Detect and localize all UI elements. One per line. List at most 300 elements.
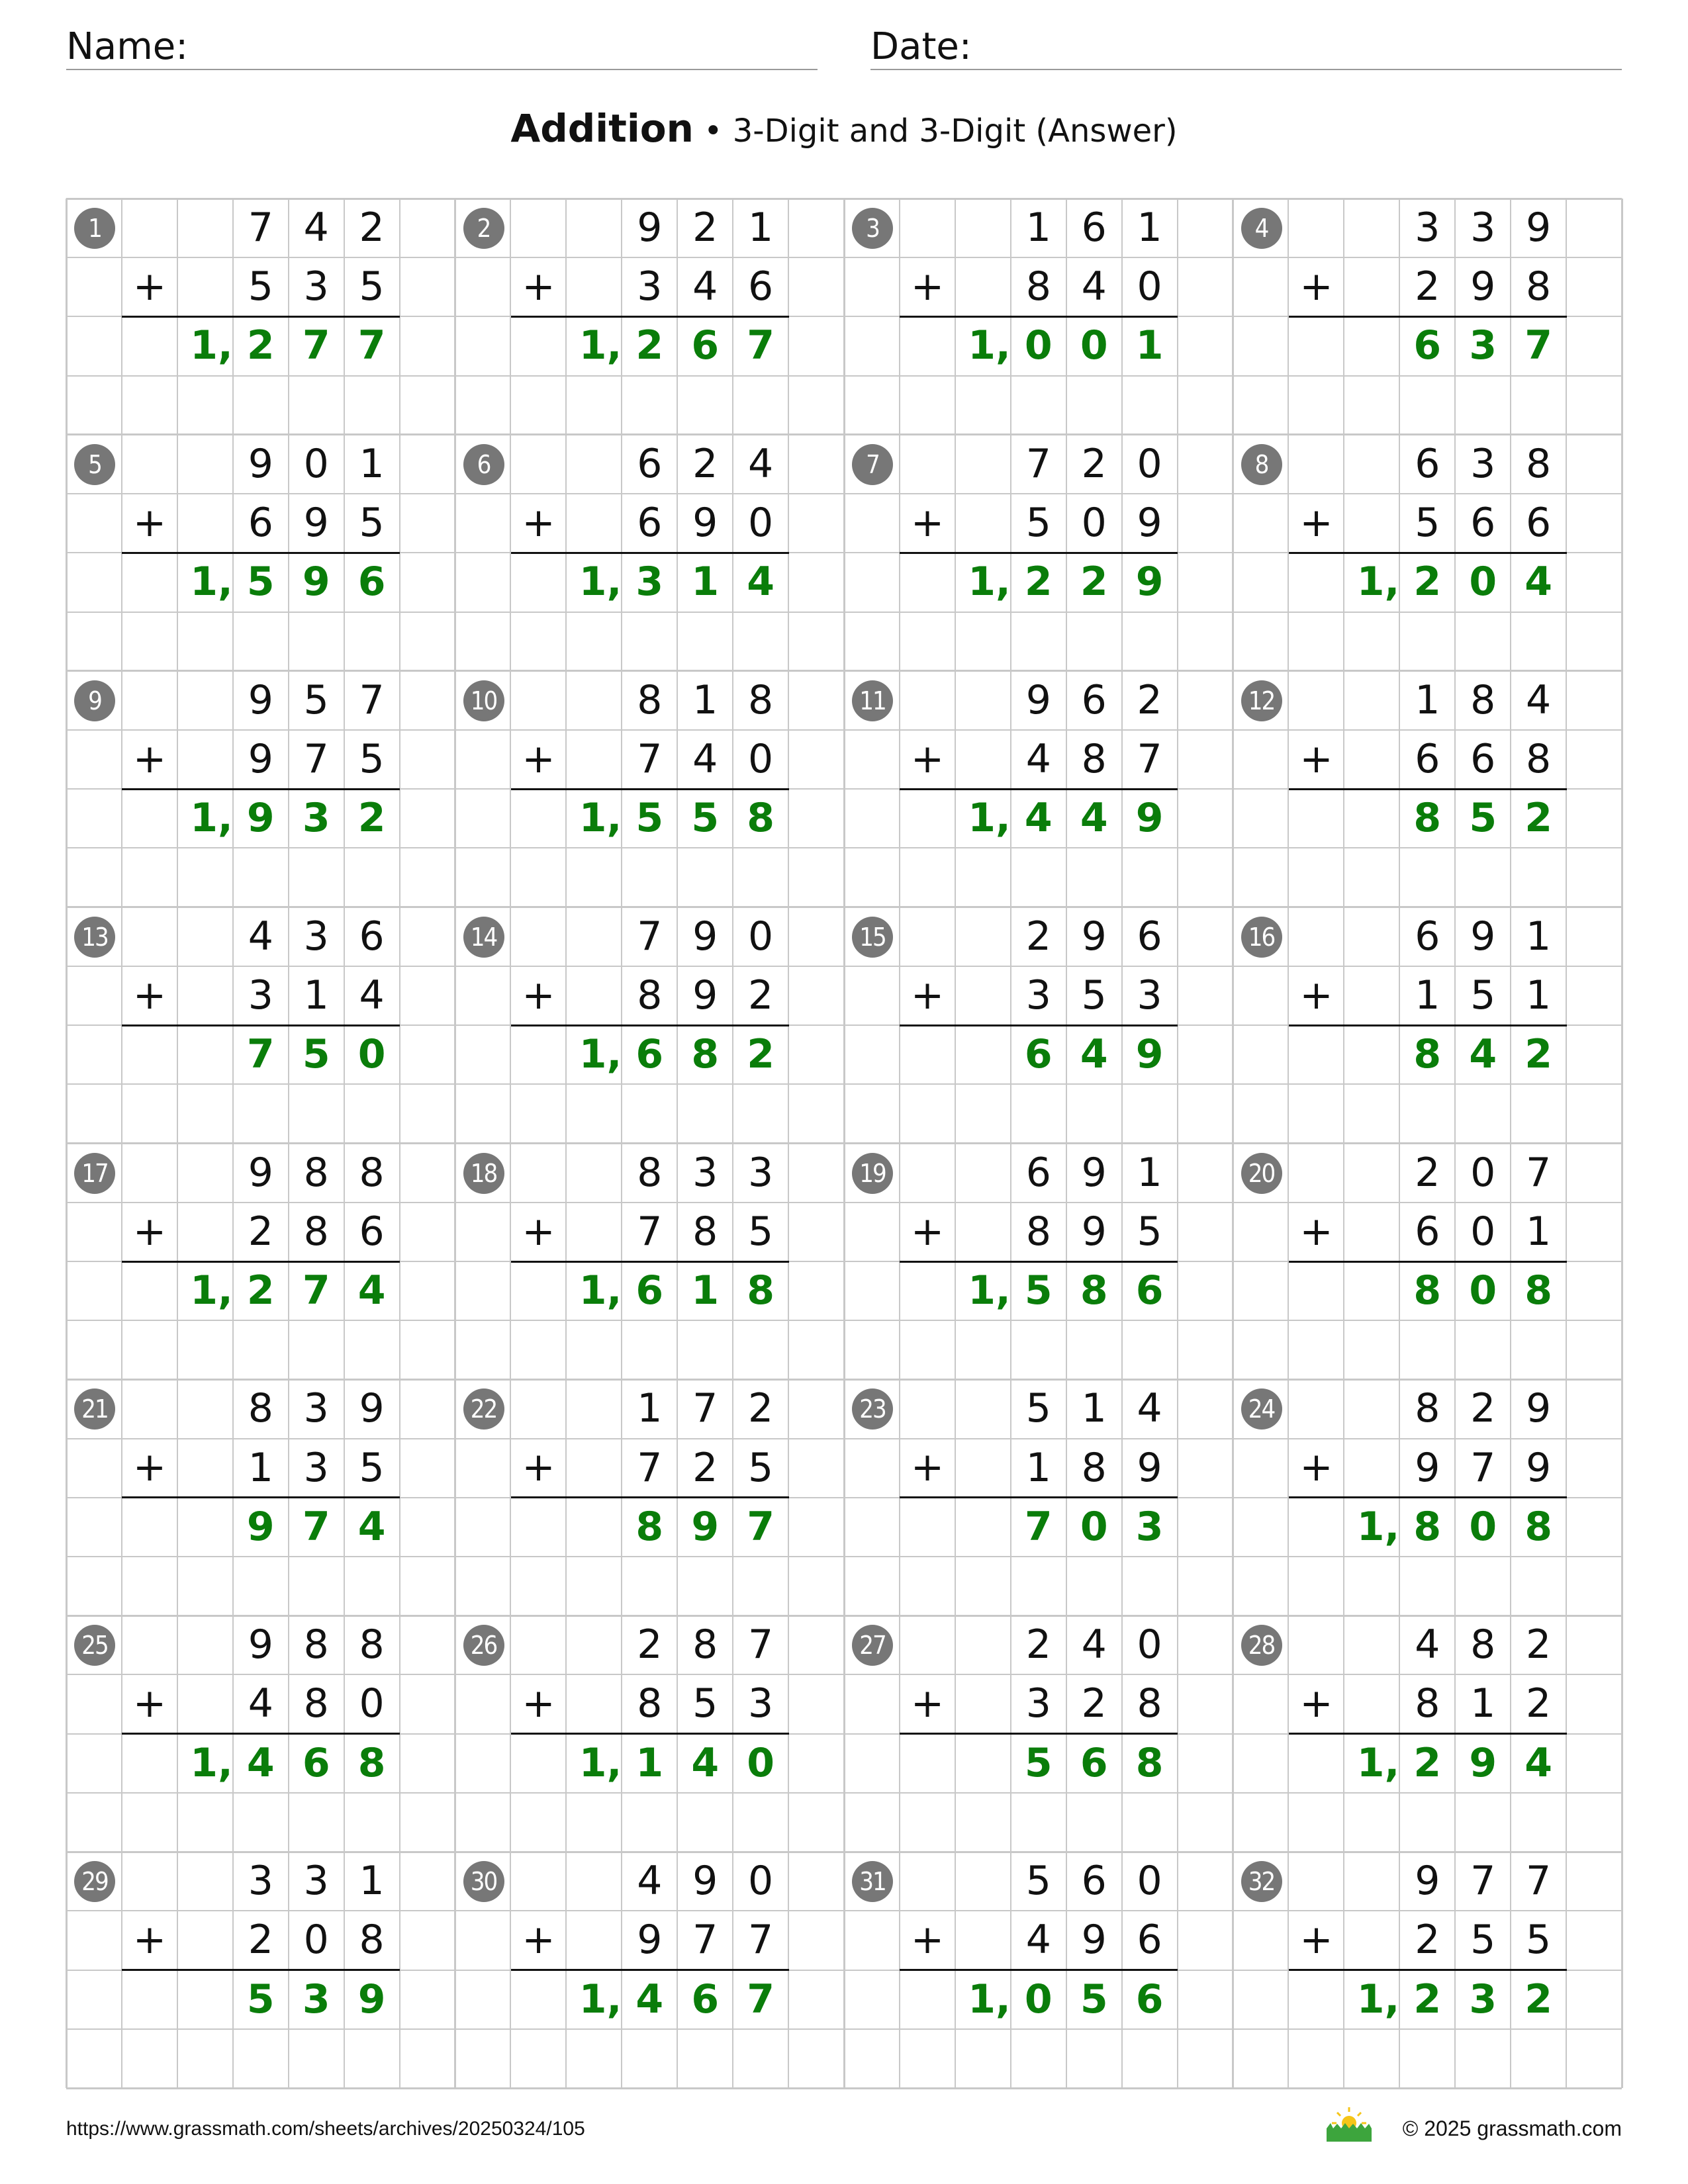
addend-top-digit: 0 [1470, 1149, 1496, 1196]
problem-31 [844, 1852, 1233, 2088]
addend-bottom-digit: 2 [1415, 263, 1440, 310]
addend-bottom-digit: 5 [1415, 500, 1440, 547]
addend-bottom-digit: 8 [1137, 1680, 1162, 1727]
addend-bottom-digit: 5 [1470, 1917, 1496, 1964]
answer-digit: 8 [357, 1739, 386, 1786]
answer-digit: 5 [1469, 795, 1497, 842]
problem-3 [844, 199, 1233, 435]
addend-top-digit: 2 [637, 1621, 663, 1668]
addend-bottom-digit: 3 [748, 1680, 774, 1727]
addend-bottom-digit: 8 [1415, 1680, 1440, 1727]
addend-top-digit: 0 [748, 913, 774, 960]
addend-top-digit: 8 [748, 676, 774, 723]
answer-digit: 1 [1135, 322, 1164, 369]
answer-digit: 8 [1080, 1267, 1108, 1314]
answer-digit: 4 [1524, 1739, 1553, 1786]
addend-bottom-digit: 3 [637, 263, 663, 310]
problem-14 [455, 907, 845, 1144]
answer-digit: 3 [302, 795, 330, 842]
answer-digit: 0 [357, 1031, 386, 1078]
addend-bottom-digit: 2 [748, 972, 774, 1019]
addend-bottom-digit: 3 [1025, 972, 1051, 1019]
answer-digit: 2 [1413, 1976, 1442, 2023]
addend-bottom-digit: 9 [1526, 1444, 1552, 1491]
addend-bottom-digit: 0 [1137, 263, 1162, 310]
problem-23 [844, 1379, 1233, 1615]
addend-bottom-digit: 8 [303, 1680, 329, 1727]
addend-top-digit: 0 [1137, 1858, 1162, 1905]
addend-top-digit: 9 [248, 1621, 273, 1668]
problem-27 [844, 1615, 1233, 1852]
problem-18 [455, 1144, 845, 1380]
addend-bottom-digit: 9 [637, 1917, 663, 1964]
answer-digit: 2 [246, 322, 275, 369]
addend-bottom-digit: 0 [303, 1917, 329, 1964]
problem-20 [1233, 1144, 1622, 1380]
addend-bottom-digit: 5 [748, 1444, 774, 1491]
problem-number-badge: 15 [852, 917, 893, 958]
addend-top-digit: 1 [359, 1858, 385, 1905]
answer-digit: 2 [1413, 1739, 1442, 1786]
addend-bottom-digit: 5 [692, 1680, 718, 1727]
plus-sign: + [910, 972, 945, 1019]
addend-bottom-digit: 7 [637, 735, 663, 782]
answer-digit: 2 [1524, 1031, 1553, 1078]
answer-digit: 4 [1080, 795, 1108, 842]
plus-sign: + [132, 1680, 167, 1727]
answer-digit: 1, [579, 559, 622, 606]
answer-digit: 4 [1469, 1031, 1497, 1078]
answer-digit: 1, [579, 1267, 622, 1314]
answer-digit: 9 [1469, 1739, 1497, 1786]
problem-number-badge: 7 [852, 444, 893, 485]
problem-number-badge: 24 [1241, 1388, 1282, 1430]
plus-sign: + [910, 263, 945, 310]
answer-digit: 2 [1524, 795, 1553, 842]
problem-number-badge: 21 [74, 1388, 115, 1430]
answer-digit: 4 [246, 1739, 275, 1786]
problem-22 [455, 1379, 845, 1615]
answer-digit: 6 [357, 559, 386, 606]
addend-bottom-digit: 6 [637, 500, 663, 547]
addend-top-digit: 6 [1081, 1858, 1107, 1905]
addend-top-digit: 4 [1526, 676, 1552, 723]
answer-digit: 8 [1524, 1267, 1553, 1314]
problem-13 [66, 907, 455, 1144]
addend-bottom-digit: 9 [1137, 500, 1162, 547]
answer-digit: 0 [1080, 322, 1108, 369]
addend-bottom-digit: 0 [1081, 500, 1107, 547]
problem-11 [844, 671, 1233, 907]
addend-bottom-digit: 2 [1081, 1680, 1107, 1727]
problem-number-badge: 14 [463, 917, 504, 958]
addend-top-digit: 4 [1081, 1621, 1107, 1668]
plus-sign: + [1299, 1680, 1333, 1727]
addend-bottom-digit: 8 [637, 1680, 663, 1727]
addend-bottom-digit: 8 [637, 972, 663, 1019]
plus-sign: + [910, 499, 945, 546]
answer-digit: 2 [635, 322, 664, 369]
plus-sign: + [910, 1917, 945, 1964]
answer-digit: 1, [1356, 1739, 1400, 1786]
addend-top-digit: 1 [1081, 1385, 1107, 1432]
addend-bottom-digit: 5 [359, 500, 385, 547]
answer-digit: 1, [190, 1267, 233, 1314]
addend-bottom-digit: 1 [1025, 1444, 1051, 1491]
answer-digit: 0 [747, 1739, 775, 1786]
answer-digit: 5 [302, 1031, 330, 1078]
addend-bottom-digit: 3 [1025, 1680, 1051, 1727]
addend-top-digit: 9 [1526, 205, 1552, 251]
answer-digit: 7 [747, 322, 775, 369]
answer-digit: 5 [691, 795, 720, 842]
answer-digit: 9 [357, 1976, 386, 2023]
plus-sign: + [522, 972, 555, 1019]
answer-digit: 2 [1524, 1976, 1553, 2023]
answer-digit: 1 [635, 1739, 664, 1786]
answer-digit: 8 [1135, 1739, 1164, 1786]
addend-bottom-digit: 8 [1081, 735, 1107, 782]
addend-top-digit: 2 [1025, 1621, 1051, 1668]
addend-bottom-digit: 4 [1025, 1917, 1051, 1964]
addend-top-digit: 3 [303, 1858, 329, 1905]
problem-number-badge: 27 [852, 1625, 893, 1666]
problem-number-badge: 28 [1241, 1625, 1282, 1666]
addend-bottom-digit: 5 [1137, 1208, 1162, 1255]
addend-top-digit: 3 [1470, 205, 1496, 251]
answer-digit: 7 [302, 1503, 330, 1550]
answer-digit: 1, [968, 1267, 1011, 1314]
problem-number-badge: 30 [463, 1861, 504, 1902]
problem-10 [455, 671, 845, 907]
problem-number-badge: 8 [1241, 444, 1282, 485]
answer-digit: 5 [1080, 1976, 1108, 2023]
plus-sign: + [132, 972, 167, 1019]
addend-top-digit: 3 [692, 1149, 718, 1196]
addend-top-digit: 3 [1415, 205, 1440, 251]
addend-top-digit: 7 [248, 205, 273, 251]
addend-bottom-digit: 3 [1137, 972, 1162, 1019]
addend-top-digit: 8 [637, 1149, 663, 1196]
addend-bottom-digit: 2 [1526, 1680, 1552, 1727]
answer-digit: 6 [691, 1976, 720, 2023]
problem-number-badge: 11 [852, 680, 893, 721]
addend-bottom-digit: 4 [359, 972, 385, 1019]
answer-digit: 7 [747, 1503, 775, 1550]
problem-1 [66, 199, 455, 435]
problem-29 [66, 1852, 455, 2088]
addend-top-digit: 2 [692, 205, 718, 251]
answer-digit: 6 [302, 1739, 330, 1786]
answer-digit: 4 [357, 1267, 386, 1314]
addend-bottom-digit: 6 [1137, 1917, 1162, 1964]
problem-number-badge: 16 [1241, 917, 1282, 958]
addend-bottom-digit: 6 [1470, 735, 1496, 782]
addend-bottom-digit: 7 [692, 1917, 718, 1964]
answer-digit: 9 [302, 559, 330, 606]
name-line [66, 69, 818, 70]
problem-number-badge: 32 [1241, 1861, 1282, 1902]
answer-digit: 9 [246, 1503, 275, 1550]
answer-digit: 1, [968, 1976, 1011, 2023]
addend-top-digit: 8 [303, 1621, 329, 1668]
problem-number-badge: 25 [74, 1625, 115, 1666]
answer-digit: 7 [302, 1267, 330, 1314]
answer-digit: 0 [1024, 1976, 1053, 2023]
addend-top-digit: 9 [637, 205, 663, 251]
plus-sign: + [910, 735, 945, 782]
answer-digit: 0 [1469, 1267, 1497, 1314]
addend-bottom-digit: 6 [1526, 500, 1552, 547]
addend-top-digit: 9 [692, 1858, 718, 1905]
addend-bottom-digit: 5 [1526, 1917, 1552, 1964]
addend-top-digit: 0 [303, 440, 329, 487]
answer-digit: 3 [1469, 1976, 1497, 2023]
addend-top-digit: 4 [637, 1858, 663, 1905]
answer-digit: 8 [635, 1503, 664, 1550]
addend-bottom-digit: 2 [248, 1917, 273, 1964]
answer-digit: 1, [190, 795, 233, 842]
addend-bottom-digit: 8 [692, 1208, 718, 1255]
answer-digit: 1, [579, 1031, 622, 1078]
addend-bottom-digit: 9 [303, 500, 329, 547]
addend-bottom-digit: 2 [248, 1208, 273, 1255]
answer-digit: 8 [1413, 1031, 1442, 1078]
plus-sign: + [522, 1680, 555, 1727]
addend-bottom-digit: 4 [1025, 735, 1051, 782]
addend-bottom-digit: 6 [748, 263, 774, 310]
plus-sign: + [910, 1444, 945, 1491]
plus-sign: + [1299, 972, 1333, 1019]
addend-top-digit: 2 [359, 205, 385, 251]
plus-sign: + [522, 1917, 555, 1964]
addend-top-digit: 7 [637, 913, 663, 960]
addend-top-digit: 7 [1526, 1858, 1552, 1905]
problem-number-badge: 10 [463, 680, 504, 721]
addend-bottom-digit: 6 [1415, 1208, 1440, 1255]
addend-bottom-digit: 7 [637, 1444, 663, 1491]
answer-digit: 4 [747, 559, 775, 606]
addend-top-digit: 7 [1526, 1149, 1552, 1196]
answer-digit: 2 [246, 1267, 275, 1314]
addend-bottom-digit: 8 [1081, 1444, 1107, 1491]
plus-sign: + [132, 1917, 167, 1964]
addend-top-digit: 6 [1137, 913, 1162, 960]
addend-bottom-digit: 1 [1415, 972, 1440, 1019]
footer-url: https://www.grassmath.com/sheets/archives/20250324/105 [66, 2118, 585, 2140]
footer-copyright: © 2025 grassmath.com [1402, 2116, 1622, 2140]
problem-2 [455, 199, 845, 435]
addend-top-digit: 3 [248, 1858, 273, 1905]
addend-bottom-digit: 9 [692, 972, 718, 1019]
answer-digit: 8 [747, 795, 775, 842]
answer-digit: 8 [691, 1031, 720, 1078]
problem-number-badge: 29 [74, 1861, 115, 1902]
answer-digit: 5 [1024, 1267, 1053, 1314]
addend-top-digit: 3 [1470, 440, 1496, 487]
addend-bottom-digit: 6 [1470, 500, 1496, 547]
addend-top-digit: 2 [1470, 1385, 1496, 1432]
answer-digit: 4 [1024, 795, 1053, 842]
addend-bottom-digit: 3 [303, 1444, 329, 1491]
answer-digit: 5 [635, 795, 664, 842]
answer-digit: 6 [1135, 1976, 1164, 2023]
addend-bottom-digit: 6 [359, 1208, 385, 1255]
answer-digit: 1, [1356, 559, 1400, 606]
addend-top-digit: 1 [637, 1385, 663, 1432]
addend-bottom-digit: 7 [637, 1208, 663, 1255]
answer-digit: 1 [691, 559, 720, 606]
answer-digit: 0 [1469, 559, 1497, 606]
plus-sign: + [522, 1444, 555, 1491]
problem-15 [844, 907, 1233, 1144]
addend-top-digit: 6 [637, 440, 663, 487]
addend-top-digit: 6 [359, 913, 385, 960]
problem-number-badge: 6 [463, 444, 504, 485]
date-label: Date: [870, 25, 972, 68]
addend-top-digit: 9 [359, 1385, 385, 1432]
addend-bottom-digit: 2 [692, 1444, 718, 1491]
addend-bottom-digit: 3 [303, 263, 329, 310]
answer-digit: 1, [579, 322, 622, 369]
problem-6 [455, 435, 845, 671]
plus-sign: + [132, 263, 167, 310]
answer-digit: 1, [1356, 1976, 1400, 2023]
answer-digit: 4 [691, 1739, 720, 1786]
answer-digit: 3 [302, 1976, 330, 2023]
addend-bottom-digit: 1 [1526, 1208, 1552, 1255]
answer-digit: 1, [190, 1739, 233, 1786]
problem-9 [66, 671, 455, 907]
problem-number-badge: 18 [463, 1153, 504, 1194]
answer-digit: 4 [635, 1976, 664, 2023]
addend-bottom-digit: 1 [1526, 972, 1552, 1019]
addend-top-digit: 2 [1415, 1149, 1440, 1196]
plus-sign: + [132, 1444, 167, 1491]
addend-top-digit: 6 [1081, 676, 1107, 723]
addend-top-digit: 1 [1137, 205, 1162, 251]
answer-digit: 4 [357, 1503, 386, 1550]
problem-number-badge: 22 [463, 1388, 504, 1430]
addend-bottom-digit: 8 [1025, 263, 1051, 310]
title-subtitle: 3-Digit and 3-Digit (Answer) [732, 113, 1178, 150]
answer-digit: 5 [1024, 1739, 1053, 1786]
addend-bottom-digit: 5 [1081, 972, 1107, 1019]
addend-top-digit: 2 [1137, 676, 1162, 723]
answer-digit: 8 [1524, 1503, 1553, 1550]
answer-digit: 1, [968, 795, 1011, 842]
addend-bottom-digit: 5 [1025, 500, 1051, 547]
plus-sign: + [1299, 1917, 1333, 1964]
answer-digit: 6 [1413, 322, 1442, 369]
addend-top-digit: 1 [1025, 205, 1051, 251]
plus-sign: + [132, 735, 167, 782]
addend-top-digit: 7 [1470, 1858, 1496, 1905]
addend-top-digit: 4 [248, 913, 273, 960]
addend-bottom-digit: 9 [1081, 1208, 1107, 1255]
answer-digit: 6 [1080, 1739, 1108, 1786]
answer-digit: 8 [1413, 1267, 1442, 1314]
answer-digit: 6 [1135, 1267, 1164, 1314]
addend-top-digit: 6 [1415, 440, 1440, 487]
problem-21 [66, 1379, 455, 1615]
answer-digit: 1, [579, 795, 622, 842]
addend-top-digit: 8 [1470, 1621, 1496, 1668]
addend-top-digit: 5 [1025, 1858, 1051, 1905]
addend-top-digit: 6 [1025, 1149, 1051, 1196]
addend-top-digit: 5 [1025, 1385, 1051, 1432]
problem-number-badge: 13 [74, 917, 115, 958]
addend-bottom-digit: 1 [248, 1444, 273, 1491]
addend-bottom-digit: 9 [1137, 1444, 1162, 1491]
plus-sign: + [522, 1208, 555, 1255]
addend-top-digit: 8 [303, 1149, 329, 1196]
problem-number-badge: 3 [852, 208, 893, 249]
addend-bottom-digit: 0 [1470, 1208, 1496, 1255]
addend-top-digit: 8 [1526, 440, 1552, 487]
addend-top-digit: 9 [1470, 913, 1496, 960]
problem-5 [66, 435, 455, 671]
answer-digit: 3 [1469, 322, 1497, 369]
worksheet-title [0, 106, 1688, 151]
answer-digit: 0 [1469, 1503, 1497, 1550]
answer-digit: 9 [1135, 1031, 1164, 1078]
answer-digit: 9 [1135, 795, 1164, 842]
plus-sign: + [132, 499, 167, 546]
answer-digit: 1, [1356, 1503, 1400, 1550]
problem-number-badge: 31 [852, 1861, 893, 1902]
answer-digit: 1, [968, 322, 1011, 369]
problem-number-badge: 26 [463, 1625, 504, 1666]
answer-digit: 1 [691, 1267, 720, 1314]
answer-digit: 8 [1413, 1503, 1442, 1550]
addend-bottom-digit: 5 [748, 1208, 774, 1255]
addend-top-digit: 9 [248, 1149, 273, 1196]
problem-number-badge: 1 [74, 208, 115, 249]
addend-top-digit: 0 [748, 1858, 774, 1905]
addend-top-digit: 9 [248, 440, 273, 487]
answer-digit: 7 [246, 1031, 275, 1078]
addend-bottom-digit: 5 [248, 263, 273, 310]
answer-digit: 2 [1024, 559, 1053, 606]
addend-bottom-digit: 9 [248, 735, 273, 782]
plus-sign: + [522, 499, 555, 546]
addend-bottom-digit: 8 [359, 1917, 385, 1964]
answer-digit: 9 [1135, 559, 1164, 606]
problem-7 [844, 435, 1233, 671]
plus-sign: + [1299, 1444, 1333, 1491]
addend-top-digit: 0 [1137, 1621, 1162, 1668]
addend-top-digit: 3 [303, 913, 329, 960]
addend-bottom-digit: 9 [692, 500, 718, 547]
addend-top-digit: 8 [637, 676, 663, 723]
addend-bottom-digit: 1 [1470, 1680, 1496, 1727]
problem-grid [66, 199, 1622, 2088]
answer-digit: 3 [1135, 1503, 1164, 1550]
problem-26 [455, 1615, 845, 1852]
addend-top-digit: 8 [1470, 676, 1496, 723]
problem-24 [1233, 1379, 1622, 1615]
answer-digit: 2 [1413, 559, 1442, 606]
name-label: Name: [66, 25, 189, 68]
addend-bottom-digit: 9 [1470, 263, 1496, 310]
problem-number-badge: 4 [1241, 208, 1282, 249]
problem-19 [844, 1144, 1233, 1380]
answer-digit: 5 [246, 1976, 275, 2023]
problem-28 [1233, 1615, 1622, 1852]
addend-top-digit: 3 [303, 1385, 329, 1432]
addend-top-digit: 2 [692, 440, 718, 487]
